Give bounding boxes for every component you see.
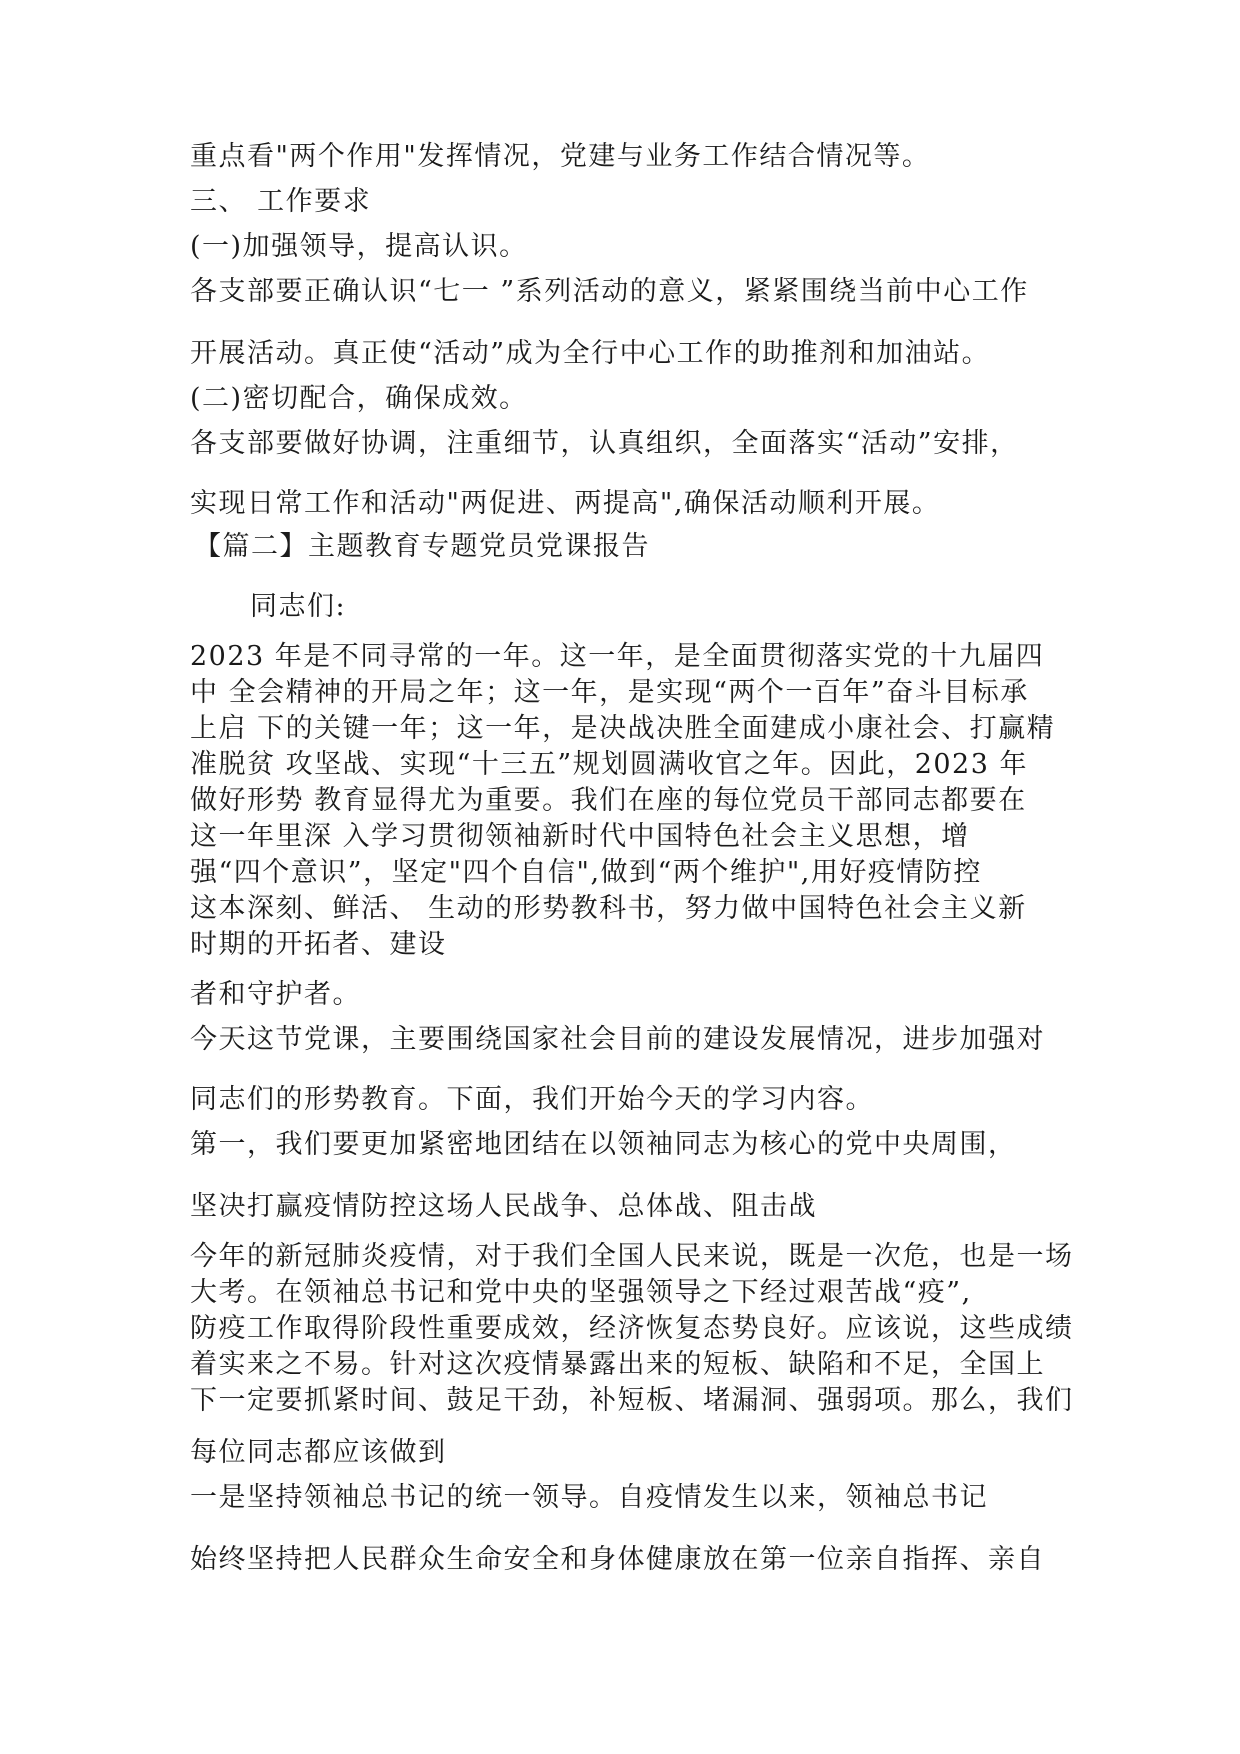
- text-line: 每位同志都应该做到: [190, 1437, 447, 1468]
- text-line: 重点看"两个作用"发挥情况，党建与业务工作结合情况等。: [190, 141, 931, 172]
- text-line: 上启 下的关键一年；这一年，是决战决胜全面建成小康社会、打赢精: [190, 713, 1056, 744]
- text-line: 今年的新冠肺炎疫情，对于我们全国人民来说，既是一次危，也是一场: [190, 1241, 1074, 1272]
- text-line: 今天这节党课，主要围绕国家社会目前的建设发展情况，进步加强对: [190, 1024, 1045, 1055]
- text-line: 坚决打赢疫情防控这场人民战争、总体战、阻击战: [190, 1191, 817, 1222]
- salutation: 同志们:: [250, 591, 347, 622]
- text-line: 这本深刻、鲜活、 生动的形势教科书，努力做中国特色社会主义新: [190, 893, 1027, 924]
- text-line: 防疫工作取得阶段性重要成效，经济恢复态势良好。应该说，这些成绩: [190, 1313, 1074, 1344]
- text-line: 2023 年是不同寻常的一年。这一年，是全面贯彻落实党的十九届四: [190, 641, 1045, 672]
- text-line: 一是坚持领袖总书记的统一领导。自疫情发生以来，领袖总书记: [190, 1482, 988, 1513]
- text-line: 第一，我们要更加紧密地团结在以领袖同志为核心的党中央周围，: [190, 1129, 1017, 1160]
- article-title: 【篇二】主题教育专题党员党课报告: [194, 531, 650, 562]
- text-line: 时期的开拓者、建设: [190, 929, 447, 960]
- text-line: 各支部要做好协调，注重细节，认真组织，全面落实“活动”安排，: [190, 428, 1019, 459]
- text-line: 着实来之不易。针对这次疫情暴露出来的短板、缺陷和不足，全国上: [190, 1349, 1045, 1380]
- text-line: 同志们的形势教育。下面，我们开始今天的学习内容。: [190, 1084, 874, 1115]
- text-line: 实现日常工作和活动"两促进、两提高",确保活动顺利开展。: [190, 488, 941, 519]
- text-line: 始终坚持把人民群众生命安全和身体健康放在第一位亲自指挥、亲自: [190, 1544, 1045, 1575]
- text-line: 各支部要正确认识“七一 ”系列活动的意义，紧紧围绕当前中心工作: [190, 276, 1029, 307]
- text-line: 大考。在领袖总书记和党中央的坚强领导之下经过艰苦战“疫”,: [190, 1277, 972, 1308]
- section-heading: 三、 工作要求: [190, 186, 372, 217]
- text-line: 中 全会精神的开局之年；这一年，是实现“两个一百年”奋斗目标承: [190, 677, 1029, 708]
- text-line: 强“四个意识”，坚定"四个自信",做到“两个维护",用好疫情防控: [190, 857, 982, 888]
- subsection-heading: (一)加强领导，提高认识。: [190, 231, 528, 262]
- text-line: 这一年里深 入学习贯彻领袖新时代中国特色社会主义思想，增: [190, 821, 970, 852]
- subsection-heading: (二)密切配合，确保成效。: [190, 383, 528, 414]
- text-line: 下一定要抓紧时间、鼓足干劲，补短板、堵漏洞、强弱项。那么，我们: [190, 1385, 1074, 1416]
- text-line: 做好形势 教育显得尤为重要。我们在座的每位党员干部同志都要在: [190, 785, 1027, 816]
- text-line: 开展活动。真正使“活动”成为全行中心工作的助推剂和加油站。: [190, 338, 991, 369]
- text-line: 者和守护者。: [190, 979, 361, 1010]
- text-line: 准脱贫 攻坚战、实现“十三五”规划圆满收官之年。因此，2023 年: [190, 749, 1028, 780]
